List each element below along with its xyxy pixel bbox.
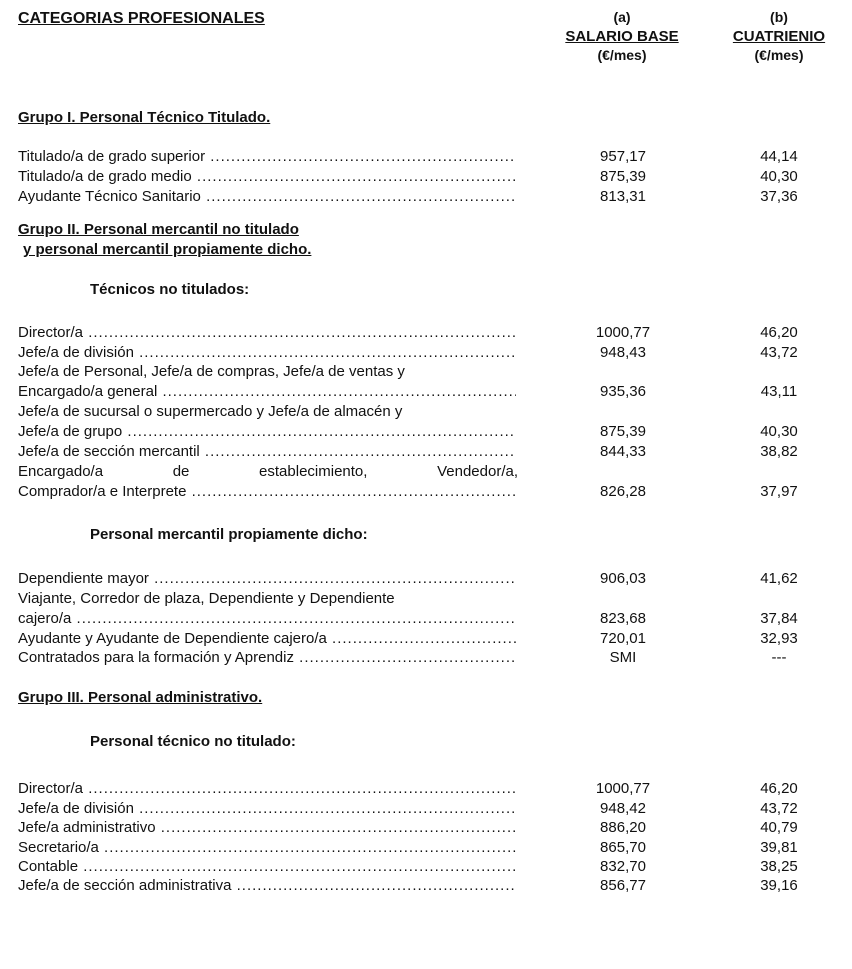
subgroup-title: Técnicos no titulados: — [90, 281, 250, 298]
cuatrienio-value: 38,25 — [760, 858, 798, 875]
cuatrienio-value: 43,72 — [760, 344, 798, 361]
row-label-line1: Jefe/a de sucursal o supermercado y Jefe/a de almacén y — [18, 403, 403, 420]
salario-value: 856,77 — [600, 877, 646, 894]
row-label: cajero/a ..... — [18, 609, 516, 629]
row-label: Secretario/a ..... — [18, 838, 516, 858]
column-title: SALARIO BASE — [565, 28, 679, 45]
cuatrienio-value: 46,20 — [760, 780, 798, 797]
salario-value: 948,42 — [600, 800, 646, 817]
salario-value: 906,03 — [600, 570, 646, 587]
row-label: Jefe/a de división ..... — [18, 799, 516, 819]
cuatrienio-value: 32,93 — [760, 630, 798, 647]
row-label: Contable ..... — [18, 857, 516, 877]
column-unit: (€/mes) — [754, 47, 804, 63]
row-label-line1: Jefe/a de Personal, Jefe/a de compras, Jefe/a de ventas y — [18, 363, 405, 380]
row-label: Dependiente mayor ..... — [18, 569, 516, 589]
salario-value: 844,33 — [600, 443, 646, 460]
salario-value: 948,43 — [600, 344, 646, 361]
row-label: Encargado/a general ..... — [18, 382, 516, 402]
group-title: Grupo I. Personal Técnico Titulado. — [18, 109, 271, 126]
row-label: Jefe/a de división ..... — [18, 343, 516, 363]
cuatrienio-value: 39,81 — [760, 839, 798, 856]
salario-value: 832,70 — [600, 858, 646, 875]
salario-value: 875,39 — [600, 423, 646, 440]
cuatrienio-value: 37,84 — [760, 610, 798, 627]
group-title: Grupo III. Personal administrativo. — [18, 689, 263, 706]
column-letter: (b) — [770, 9, 788, 25]
group-title-line2: y personal mercantil propiamente dicho. — [23, 241, 312, 258]
cuatrienio-value: 37,97 — [760, 483, 798, 500]
salario-value: 720,01 — [600, 630, 646, 647]
row-label-line1: Viajante, Corredor de plaza, Dependiente y Dependiente — [18, 590, 395, 607]
salario-value: 957,17 — [600, 148, 646, 165]
salario-value: 823,68 — [600, 610, 646, 627]
cuatrienio-value: 40,30 — [760, 423, 798, 440]
salario-value: 826,28 — [600, 483, 646, 500]
salario-value: 1000,77 — [595, 780, 651, 797]
document-title: CATEGORIAS PROFESIONALES — [18, 10, 265, 27]
column-letter: (a) — [613, 9, 631, 25]
cuatrienio-value: 44,14 — [760, 148, 798, 165]
column-title: CUATRIENIO — [732, 28, 826, 45]
cuatrienio-value: 46,20 — [760, 324, 798, 341]
cuatrienio-value: 40,79 — [760, 819, 798, 836]
row-label: Director/a ..... — [18, 323, 516, 343]
row-label: Jefe/a de sección administrativa ..... — [18, 876, 516, 896]
column-unit: (€/mes) — [597, 47, 647, 63]
row-label: Jefe/a administrativo ..... — [18, 818, 516, 838]
salario-value: 813,31 — [600, 188, 646, 205]
salario-value: 875,39 — [600, 168, 646, 185]
cuatrienio-value: 39,16 — [760, 877, 798, 894]
row-label-line1: Encargado/a de establecimiento, Vendedor/a, — [18, 463, 518, 480]
row-label: Contratados para la formación y Aprendiz ..... — [18, 648, 516, 668]
salario-value: 865,70 — [600, 839, 646, 856]
row-label: Director/a ..... — [18, 779, 516, 799]
row-label: Jefe/a de sección mercantil ..... — [18, 442, 516, 462]
row-label: Titulado/a de grado superior ..... — [18, 147, 516, 167]
cuatrienio-value: 38,82 — [760, 443, 798, 460]
cuatrienio-value: --- — [771, 649, 787, 666]
cuatrienio-value: 43,72 — [760, 800, 798, 817]
cuatrienio-value: 43,11 — [760, 383, 798, 400]
salario-value: 886,20 — [600, 819, 646, 836]
row-label: Ayudante y Ayudante de Dependiente cajero/a ..... — [18, 629, 516, 649]
subgroup-title: Personal técnico no titulado: — [90, 733, 296, 750]
salario-value: SMI — [609, 649, 637, 666]
cuatrienio-value: 41,62 — [760, 570, 798, 587]
group-title: Grupo II. Personal mercantil no titulado — [18, 221, 299, 238]
column-header-cuatrienio — [704, 8, 852, 65]
salario-value: 1000,77 — [595, 324, 651, 341]
row-label: Comprador/a e Interprete ..... — [18, 482, 516, 502]
column-header-salario-base — [547, 8, 697, 65]
cuatrienio-value: 37,36 — [760, 188, 798, 205]
subgroup-title: Personal mercantil propiamente dicho: — [90, 526, 368, 543]
row-label: Titulado/a de grado medio ..... — [18, 167, 516, 187]
salario-value: 935,36 — [600, 383, 646, 400]
cuatrienio-value: 40,30 — [760, 168, 798, 185]
row-label: Jefe/a de grupo ..... — [18, 422, 516, 442]
row-label: Ayudante Técnico Sanitario ..... — [18, 187, 516, 207]
